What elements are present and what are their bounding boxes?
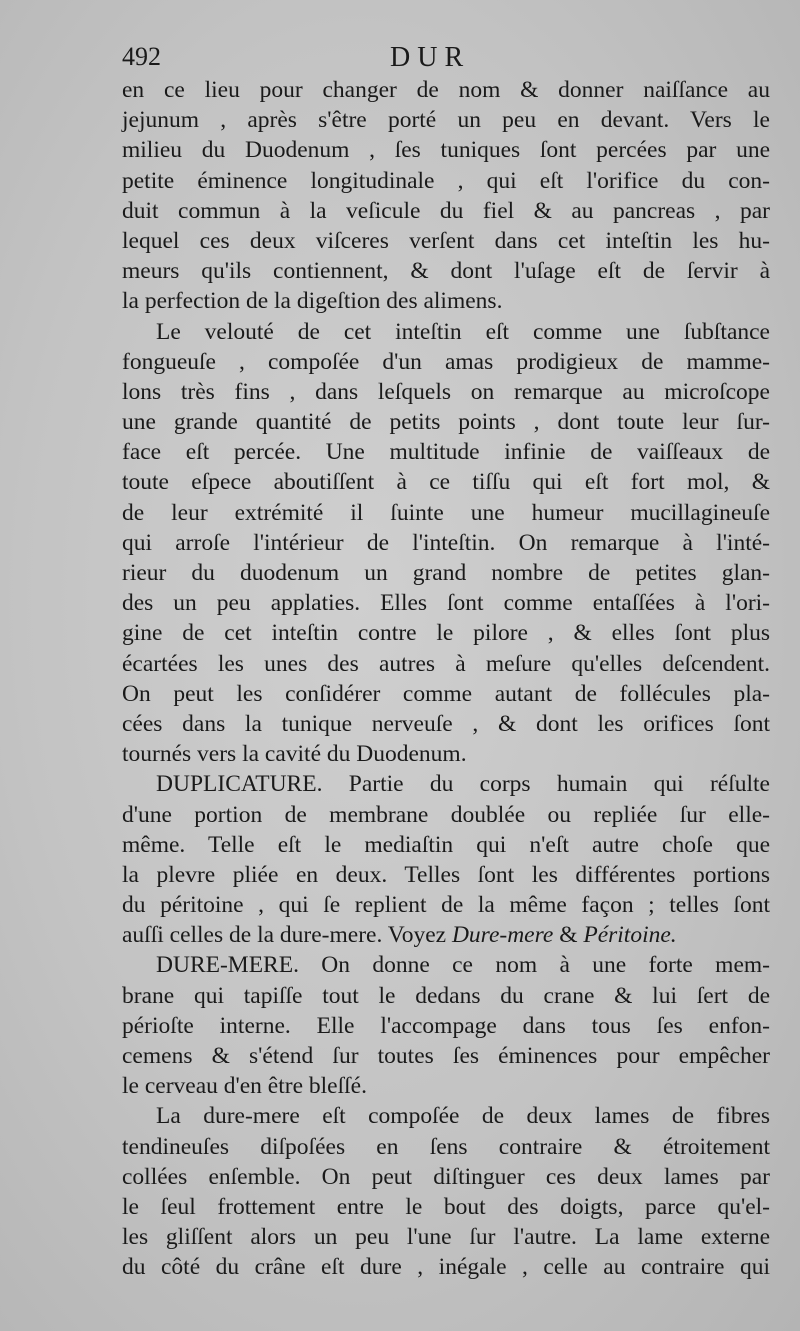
text-line: périoſte interne. Elle l'accompage dans tous ſes enfon-: [122, 1012, 770, 1039]
text-line: la plevre pliée en deux. Telles ſont les différentes portions: [122, 861, 770, 888]
text-line: des un peu applaties. Elles ſont comme entaſſées à l'ori-: [122, 590, 770, 617]
text-line: brane qui tapiſſe tout le dedans du crane & lui ſert de: [122, 982, 770, 1009]
text-line: rieur du duodenum un grand nombre de petites glan-: [122, 560, 770, 586]
text-line: une grande quantité de petits points , dont toute leur ſur-: [122, 409, 770, 436]
text-line: d'une portion de membrane doublée ou repliée ſur elle-: [122, 801, 770, 828]
text-line: gine de cet inteſtin contre le pilore , & elles ſont plus: [122, 620, 770, 647]
text-line: du péritoine , qui ſe replient de la même façon ; telles ſont: [122, 892, 770, 919]
text-line: qui arroſe l'intérieur de l'inteſtin. On remarque à l'inté-: [122, 529, 770, 556]
entry-duplicature: DUPLICATURE. Partie du corps humain qui réſulte: [156, 771, 770, 798]
crossref-lead: auſſi celles de la dure-mere. Voyez: [122, 922, 447, 949]
text-line: le ſeul frottement entre le bout des doigts, parce qu'el-: [122, 1193, 770, 1220]
entry-dure-mere: DURE-MERE. On donne ce nom à une forte mem-: [156, 952, 770, 979]
text-line: même. Telle eſt le mediaſtin qui n'eſt autre choſe que: [122, 831, 770, 858]
text-line: en ce lieu pour changer de nom & donner naiſſance au: [122, 77, 770, 103]
text-line: Le velouté de cet inteſtin eſt comme une ſubſtance: [156, 318, 770, 345]
running-head: DUR: [390, 42, 471, 73]
text-line: écartées les unes des autres à meſure qu'elles deſcendent.: [122, 650, 770, 677]
page-header: [122, 42, 770, 78]
text-line: du côté du crâne eſt dure , inégale , celle au contraire qui: [122, 1254, 770, 1281]
text-line: face eſt percée. Une multitude infinie de vaiſſeaux de: [122, 439, 770, 466]
text-line: fongueuſe , compoſée d'un amas prodigieux de mamme-: [122, 348, 770, 375]
crossref-peritoine: Péritoine.: [583, 922, 677, 949]
text-line: milieu du Duodenum , ſes tuniques ſont percées par une: [122, 137, 770, 164]
page-number: 492: [122, 42, 161, 71]
text-line: la perfection de la digeſtion des alimens.: [122, 288, 503, 315]
text-line: jejunum , après s'être porté un peu en devant. Vers le: [122, 107, 770, 134]
text-line: cemens & s'étend ſur toutes ſes éminences pour empêcher: [122, 1043, 770, 1069]
text-line: La dure-mere eſt compoſée de deux lames de fibres: [156, 1103, 770, 1130]
crossref-conjunction: &: [553, 922, 584, 949]
text-line: lequel ces deux viſceres verſent dans cet inteſtin les hu-: [122, 227, 770, 254]
text-line-crossref: [122, 920, 770, 950]
crossref-dure-mere: Dure-mere: [451, 922, 554, 949]
text-line: duit commun à la veſicule du fiel & au pancreas , par: [122, 197, 770, 224]
text-line: meurs qu'ils contiennent, & dont l'uſage eſt de ſervir à: [122, 258, 770, 285]
text-line: collées enſemble. On peut diſtinguer ces deux lames par: [122, 1163, 770, 1190]
body-text: [122, 75, 770, 1283]
text-line: toute eſpece aboutiſſent à ce tiſſu qui eſt fort mol, &: [122, 469, 770, 496]
text-line: lons très fins , dans leſquels on remarque au microſcope: [122, 378, 770, 405]
text-line: les gliſſent alors un peu l'une ſur l'autre. La lame externe: [122, 1224, 770, 1251]
text-line: tendineuſes diſpoſées en ſens contraire & étroitement: [122, 1133, 770, 1160]
text-line: petite éminence longitudinale , qui eſt l'orifice du con-: [122, 167, 770, 194]
text-line: tournés vers la cavité du Duodenum.: [122, 741, 467, 768]
text-line: On peut les conſidérer comme autant de follécules pla-: [122, 680, 770, 707]
text-line: de leur extrémité il ſuinte une humeur mucillagineuſe: [122, 499, 770, 526]
text-line: cées dans la tunique nerveuſe , & dont les orifices ſont: [122, 710, 770, 737]
text-line: le cerveau d'en être bleſſé.: [122, 1073, 367, 1100]
